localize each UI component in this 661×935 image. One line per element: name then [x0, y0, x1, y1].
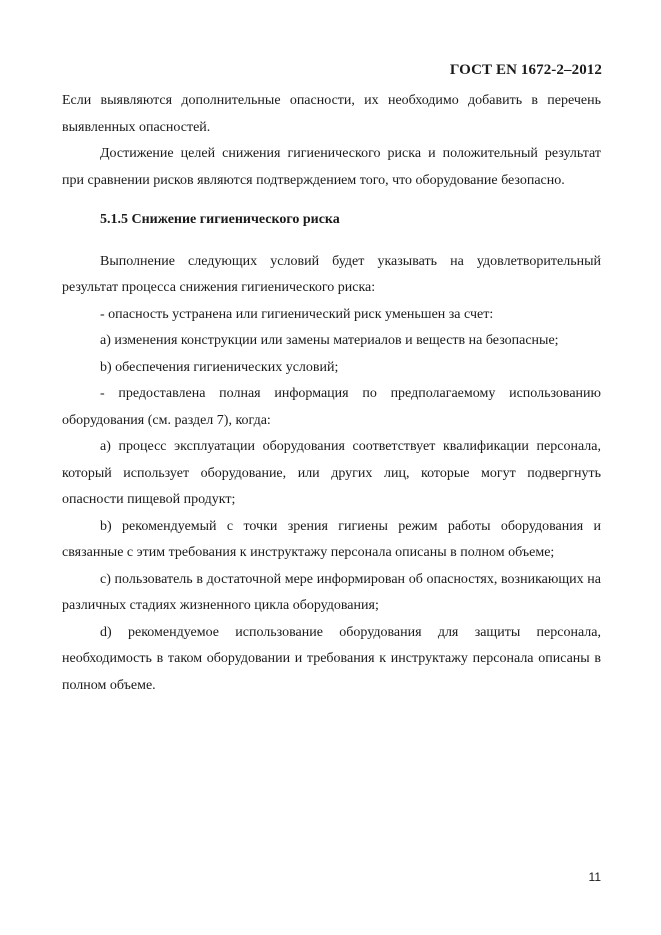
list-item-hazard-eliminated: - опасность устранена или гигиенический риск уменьшен за счет: [100, 306, 494, 322]
paragraph-risk-reduction-goals: Достижение целей снижения гигиенического риска и положительный результат при сравнении рисков являются подтверждением того, что оборудование безопасно. [62, 146, 601, 188]
list-item-full-information: - предоставлена полная информация по предполагаемому использованию оборудования (см. раздел 7), когда: [62, 386, 601, 428]
list-item-hygienic-conditions: b) обеспечения гигиенических условий; [100, 359, 339, 375]
list-item-operation-qualification: a) процесс эксплуатации оборудования соответствует квалификации персонала, который использует оборудование, или других лиц, которые могут подвергнуть опасности пищевой продукт; [62, 439, 601, 507]
section-heading: 5.1.5 Снижение гигиенического риска [100, 212, 340, 227]
list-item-design-change: a) изменения конструкции или замены материалов и веществ на безопасные; [100, 333, 559, 348]
list-item-recommended-mode: b) рекомендуемый с точки зрения гигиены режим работы оборудования и связанные с этим требования к инструктажу персонала описаны в полном объеме; [62, 518, 601, 560]
paragraph-additional-hazards: Если выявляются дополнительные опасности, их необходимо добавить в перечень выявленных опасностей. [62, 93, 601, 135]
document-body [62, 88, 601, 699]
paragraph-conditions-intro: Выполнение следующих условий будет указывать на удовлетворительный результат процесса снижения гигиенического риска: [62, 253, 601, 295]
page-number: 11 [588, 870, 601, 884]
document-header-id: ГОСТ EN 1672-2–2012 [449, 62, 602, 78]
list-item-protective-equipment: d) рекомендуемое использование оборудования для защиты персонала, необходимость в таком оборудовании и требования к инструктажу персонала описаны в полном объеме. [62, 624, 601, 693]
list-item-user-informed: c) пользователь в достаточной мере информирован об опасностях, возникающих на различных стадиях жизненного цикла оборудования; [62, 571, 601, 613]
